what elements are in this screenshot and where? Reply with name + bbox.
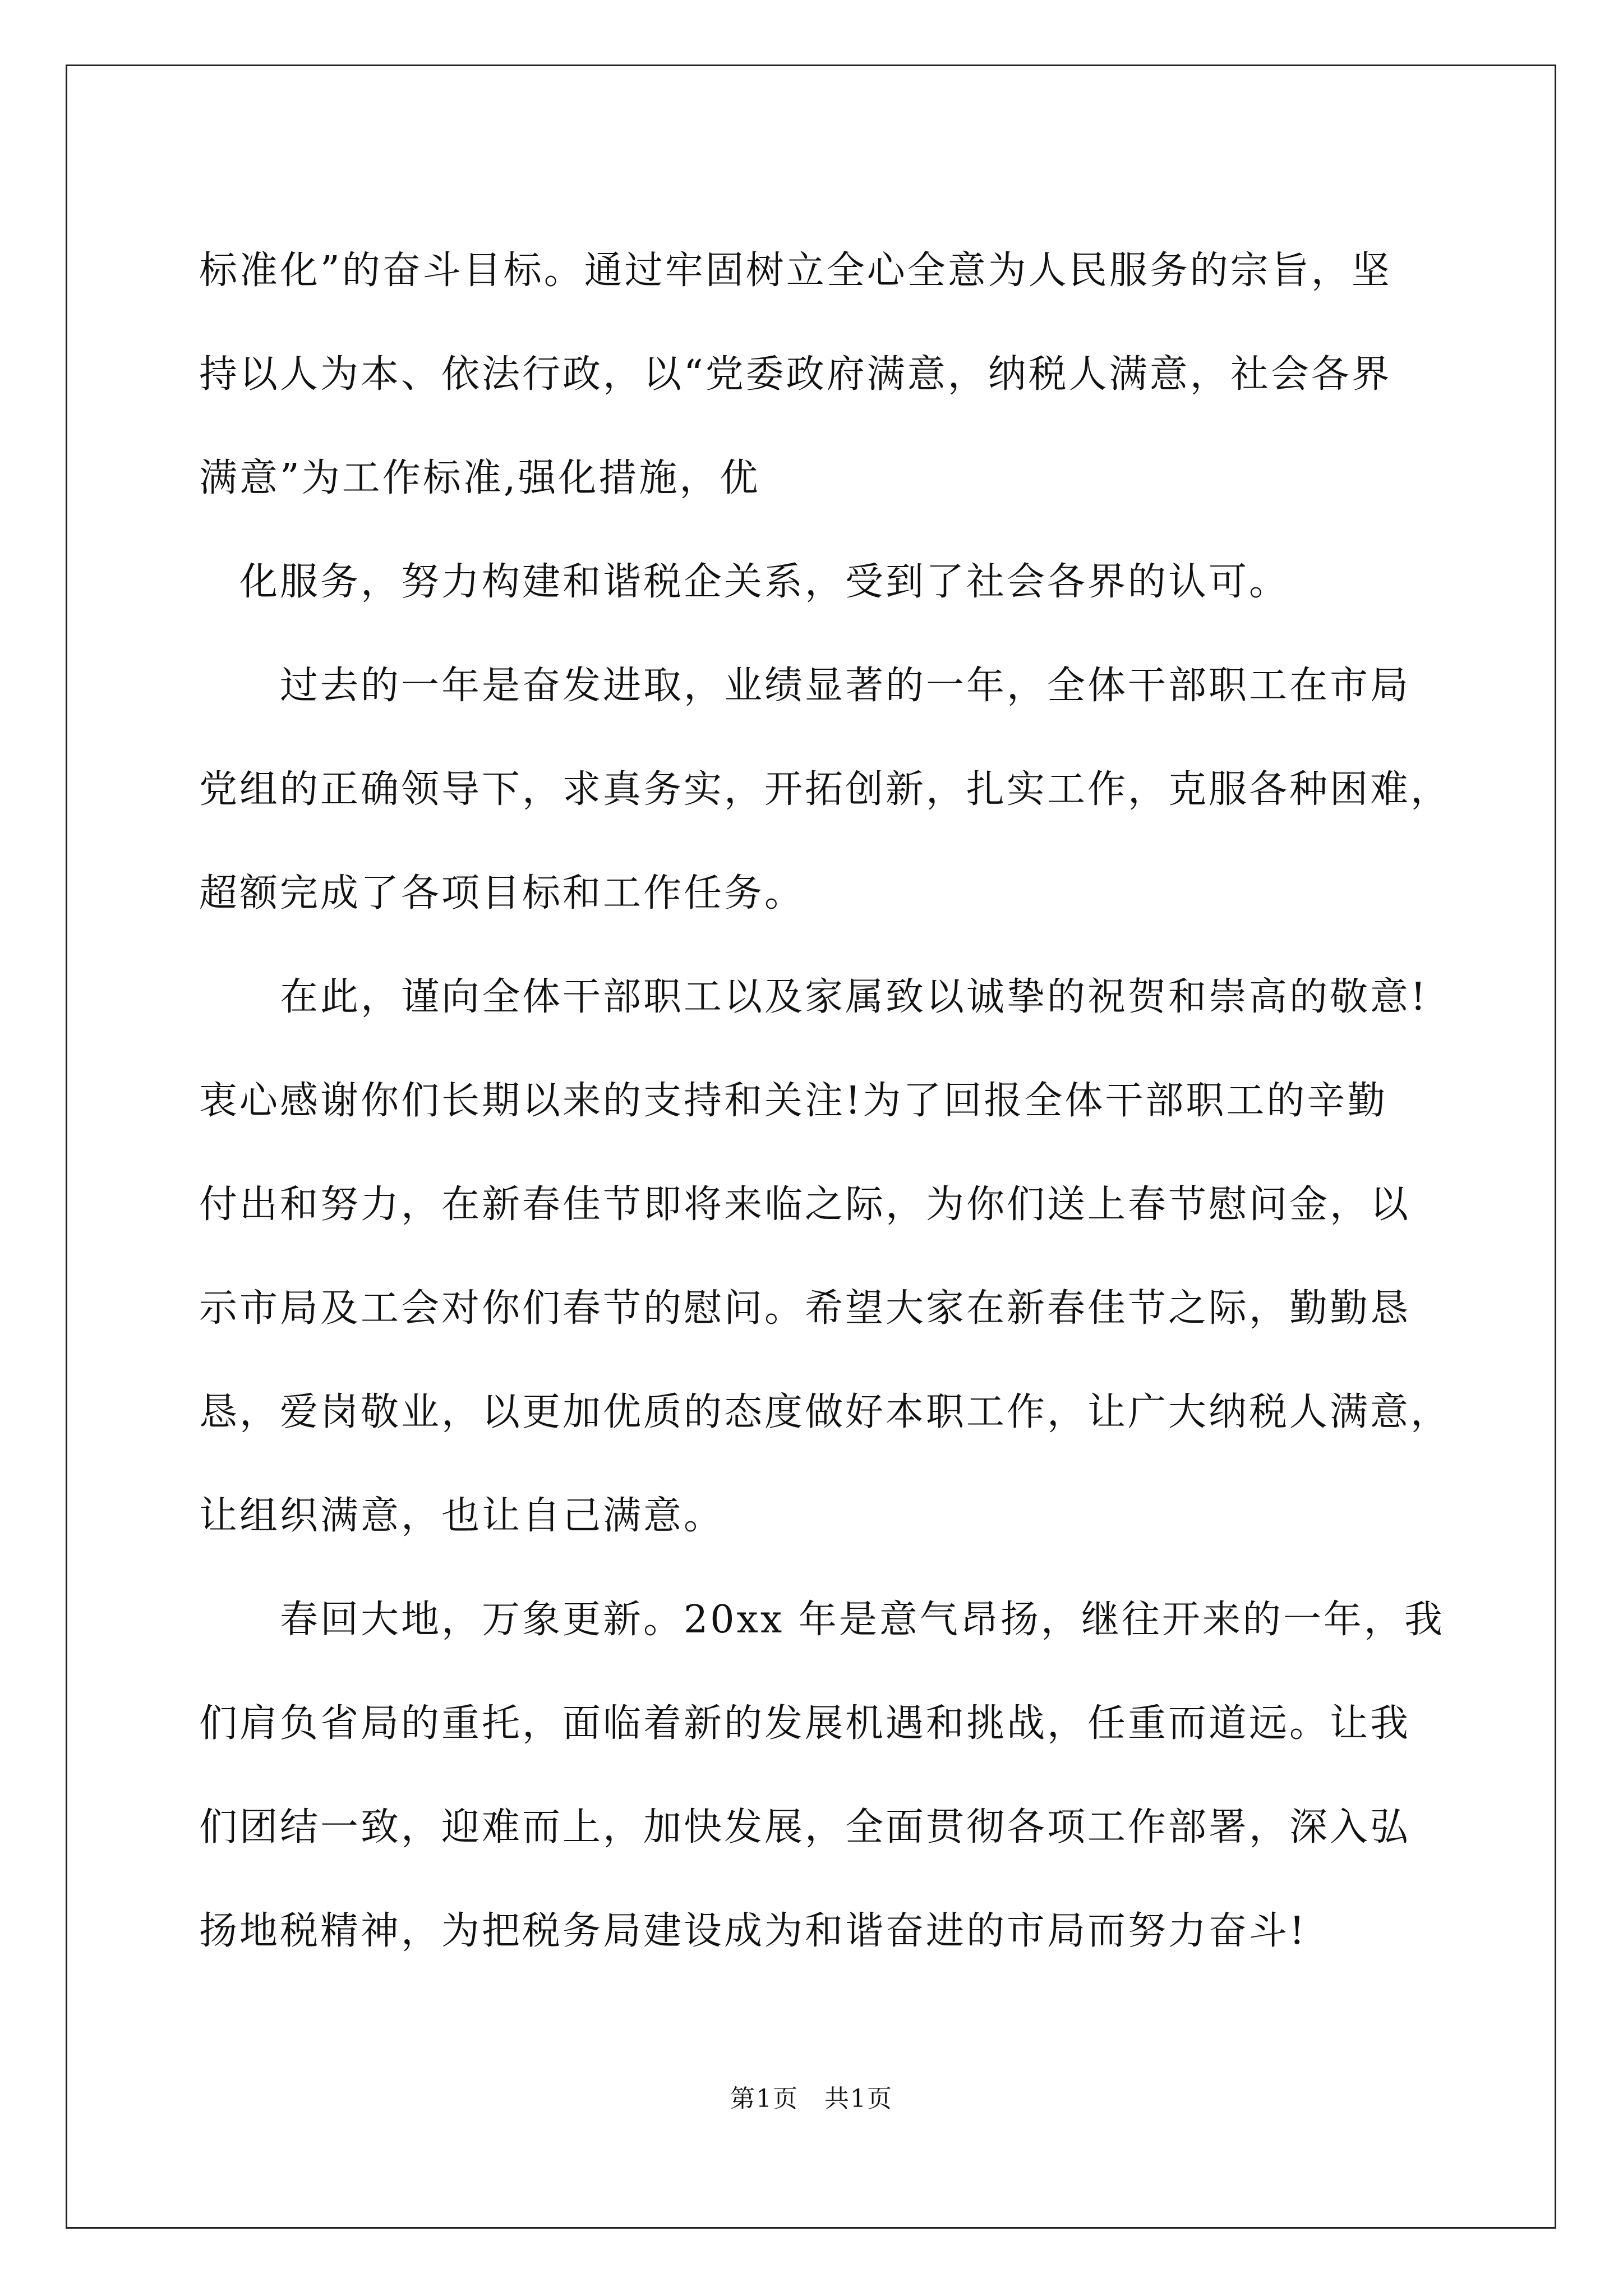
page-number-footer: 第1页 共1页 <box>730 2085 893 2113</box>
text-line: 们肩负省局的重托，面临着新的发展机遇和挑战，任重而道远。让我 <box>199 1701 1411 1746</box>
text-line: 过去的一年是奋发进取，业绩显著的一年，全体干部职工在市局 <box>199 664 1411 708</box>
text-line: 衷心感谢你们长期以来的支持和关注!为了回报全体干部职工的辛勤 <box>199 1079 1388 1123</box>
paragraph-1 <box>199 219 1427 530</box>
paragraph-2 <box>199 530 1427 634</box>
text-line: 春回大地，万象更新。20xx 年是意气昂扬，继往开来的一年，我 <box>199 1598 1445 1642</box>
text-line: 党组的正确领导下，求真务实，开拓创新，扎实工作，克服各种困难， <box>199 767 1451 812</box>
text-line: 让组织满意，也让自己满意。 <box>199 1494 725 1538</box>
paragraph-4 <box>199 945 1451 1568</box>
text-line: 标准化”的奋斗目标。通过牢固树立全心全意为人民服务的宗旨，坚 <box>199 249 1392 293</box>
text-line: 示市局及工会对你们春节的慰问。希望大家在新春佳节之际，勤勤恳 <box>199 1286 1411 1331</box>
text-line: 在此，谨向全体干部职工以及家属致以诚挚的祝贺和崇高的敬意! <box>199 975 1428 1019</box>
text-line: 化服务，努力构建和谐税企关系，受到了社会各界的认可。 <box>199 560 1290 604</box>
text-line: 持以人为本、依法行政，以“党委政府满意，纳税人满意，社会各界 <box>199 352 1392 397</box>
paragraph-3 <box>199 634 1451 945</box>
text-line: 们团结一致，迎难而上，加快发展，全面贯彻各项工作部署，深入弘 <box>199 1805 1411 1849</box>
text-line: 恳，爱岗敬业，以更加优质的态度做好本职工作，让广大纳税人满意， <box>199 1390 1451 1434</box>
text-line: 超额完成了各项目标和工作任务。 <box>199 871 805 915</box>
text-line: 付出和努力，在新春佳节即将来临之际，为你们送上春节慰问金，以 <box>199 1182 1411 1227</box>
paragraph-5 <box>199 1568 1445 1983</box>
text-line: 满意”为工作标准,强化措施，优 <box>199 456 760 500</box>
document-body <box>199 219 1451 1983</box>
text-line: 扬地税精神，为把税务局建设成为和谐奋进的市局而努力奋斗! <box>199 1909 1307 1953</box>
